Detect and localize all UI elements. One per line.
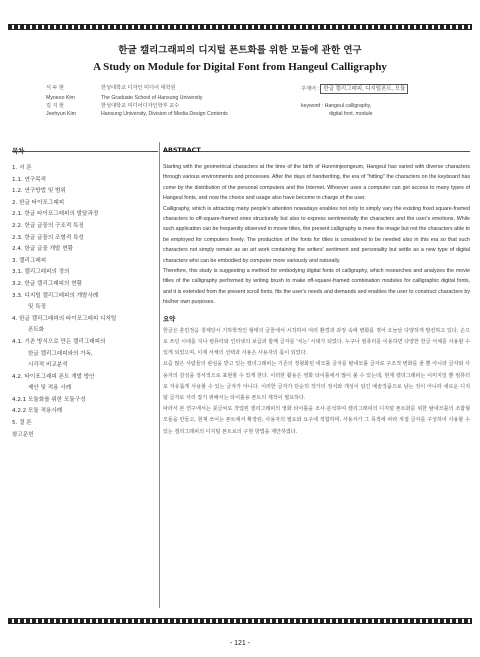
author-row <box>46 94 436 102</box>
author-row <box>46 84 436 94</box>
keywords-label-english: keyword : <box>301 103 324 109</box>
keywords-korean-value: 한글 캘리그래피, 디지털폰트, 모듈 <box>320 84 408 94</box>
toc-item: 3. 캘리그래피 <box>12 257 47 264</box>
toc-item: 4.1. 기존 방식으로 만든 캘리그래피의 <box>12 338 106 345</box>
toc-heading: 목차 <box>12 147 25 155</box>
toc-item: 4. 한글 캘리그래피의 타이포그래피 디지털 <box>12 315 117 322</box>
author-name: 서 두 현 <box>46 85 64 91</box>
toc-item: 3.3. 디지털 캘리그래피의 개발사례 <box>12 292 99 299</box>
author-name: 김 지 현 <box>46 103 64 109</box>
keywords-label-korean: 주제어 : <box>301 86 319 92</box>
paper-title-english: A Study on Module for Digital Font from Hangeul Calligraphy <box>93 61 387 73</box>
author-affiliation: 한성대학교 디자인 미디어 대학원 <box>101 85 176 91</box>
author-name: Jeehyun Kim <box>46 111 76 117</box>
toc-item: 4.2.1 모듈화를 위한 모듈구성 <box>12 396 86 403</box>
summary-paragraph: 한글은 훈민정음 창제당시 기하학적인 형태의 글꼴에서 시작하여 여러 환경과 과정 속에 변화를 겪어 오늘날 다양하게 발전하고 있다. 손으로 쓰던 시대를 지나 컴퓨터와 인터넷의 보급과 함께 글자를 '치는' 시대가 되었다. 누구나 컴퓨터를 이용하면 다양한 한글 서체를 사용할 수 있게 되었으며, 이제 서체의 선택과 사용은 사용자의 몫이 되었다. <box>163 327 470 357</box>
toc-item: 시각적 비교분석 <box>28 362 68 369</box>
toc-item: 2.2. 한글 글꼴의 구조적 특징 <box>12 222 84 229</box>
toc-item: 2.3. 한글 글꼴의 조형적 특성 <box>12 234 84 241</box>
author-row <box>46 102 436 110</box>
toc-item: 한글 캘리그래피와의 가독, <box>28 350 93 357</box>
toc-item: 4.2.2 모듈 적용사례 <box>12 408 63 415</box>
author-affiliation: 한성대학교 미디어디자인학부 교수 <box>101 103 180 109</box>
abstract-heading: ABSTRACT <box>163 146 201 154</box>
toc-item: 4.2. 타이포그래피 폰트 개발 방안 <box>12 373 95 380</box>
summary-paragraph: 따라서 본 연구에서는 붓글씨로 작업된 캘리그래피의 영화 타이틀을 조사·분석하여 캘리그래피의 디지털 폰트화를 위한 탈네모틀의 조합형 모듈을 만들고, 현재 쓰이는 폰트에서 확장된, 사용자의 필요와 요구에 적합하며, 사용자가 그 목적에 따라 직접 글자를 구성하여 사용할 수 있는 캘리그래피의 디지털 폰트로의 구현 방법을 제안하였다. <box>163 406 470 435</box>
abstract-paragraph: Calligraphy, which is attracting many people's attention nowadays enables not only to simply vary the existing fixed square-framed characters to off-square-framed ones structurally but also to express sentimentally the characters and the user's emotions. While such application can be frequently observed in movie titles, the present calligraphy is mere the image but not the characters able to be employed for computers freely. The production of the fonts for titles is considered to be needed also in this era so that such characters not simply remain as an art work containing the writers' sentiment and personality but settle as a new type of digital characters who can be embodied by computer more variously and naturally. <box>163 205 470 264</box>
paper-title-korean: 한글 캘리그래피의 디지털 폰트화를 위한 모듈에 관한 연구 <box>118 45 362 56</box>
author-row <box>46 110 436 118</box>
abstract-column <box>163 146 470 438</box>
abstract-paragraph: Therefore, this study is suggesting a method for embodying digital fonts of calligraphy, which researches and analyzes the movie titles of the calligraphy performed by writing brush to make off-square-framed combination modules for calligraphic digital fonts, and it is extended from the present scroll fonts, fits the user's needs and demands and enables the user to construct characters by his/her own purposes. <box>163 268 470 306</box>
toc-item: 참고문헌 <box>12 431 34 438</box>
author-block <box>46 84 436 118</box>
toc-item: 1. 서 론 <box>12 165 32 171</box>
table-of-contents <box>12 146 158 441</box>
toc-list <box>12 163 158 441</box>
toc-item: 3.1. 캘리그래피의 정의 <box>12 269 70 276</box>
author-name: Myoeoo Kim <box>46 95 75 101</box>
toc-item: 제안 및 적용 사례 <box>28 385 72 392</box>
toc-item: 폰트화 <box>28 327 45 334</box>
summary-body-korean <box>163 326 470 438</box>
top-border-rule <box>8 24 472 30</box>
keywords-english-cont: digital font, module <box>329 111 373 117</box>
toc-item: 5. 결 론 <box>12 420 32 427</box>
toc-item: 1.1. 연구목적 <box>12 176 47 183</box>
keywords-english <box>301 102 436 110</box>
author-affiliation: Hansung University, Division of Media Design Contents <box>101 111 228 117</box>
toc-item: 2.4. 한글 글꼴 개발 현황 <box>12 246 74 253</box>
summary-paragraph: 요즘 많은 사람들의 관심을 받고 있는 캘리그래피는 기존의 정형화된 네모틀 글자를 탈네모틀 글자로 구조적 변화를 줄 뿐 아니라 글자와 사용자의 감성을 정서적으로 표현할 수 있게 한다. 이러한 활용은 영화 타이틀에서 많이 볼 수 있는데, 현재 캘리그래피는 이미지일 뿐 컴퓨터로 자유롭게 사용할 수 있는 글자가 아니다. 이러한 글자가 단순히 작가의 정서와 개성이 담긴 예술작품으로 남는 것이 아니라 새로운 디지털 글자로 자리 잡기 위해서는 타이틀용 폰트의 제작이 필요하다. <box>163 361 470 401</box>
author-affiliation: The Graduate School of Hansung University <box>101 95 203 101</box>
abstract-paragraph: Starting with the geometrical characters at the time of the birth of Hunminjeongeum, Hangeul has varied with diverse characters through various environments and processes. After the days of handwriting, the era of "hitting" the characters on the keyboard has come by the distribution of the personal computers and the Internet. Whoever uses a computer can get access to many types of Hangeul fonts, and now the choice and usage also have become in charge of the user. <box>163 164 470 202</box>
toc-item: 3.2. 한글 캘리그래피의 현황 <box>12 280 83 287</box>
bottom-border-rule <box>8 618 472 624</box>
abstract-body <box>163 162 470 308</box>
column-divider <box>159 142 160 608</box>
toc-item: 2.1. 한글 타이포그래피의 발달과정 <box>12 211 99 218</box>
keywords-english-value: Hangeul calligraphy, <box>324 103 372 109</box>
page-number: - 121 - <box>229 640 251 647</box>
toc-item: 1.2. 연구방법 및 범위 <box>12 188 66 195</box>
summary-heading-korean: 요약 <box>163 314 176 323</box>
keywords-korean <box>301 84 436 94</box>
toc-item: 및 특징 <box>28 304 46 311</box>
toc-item: 2. 한글 타이포그래피 <box>12 199 65 206</box>
